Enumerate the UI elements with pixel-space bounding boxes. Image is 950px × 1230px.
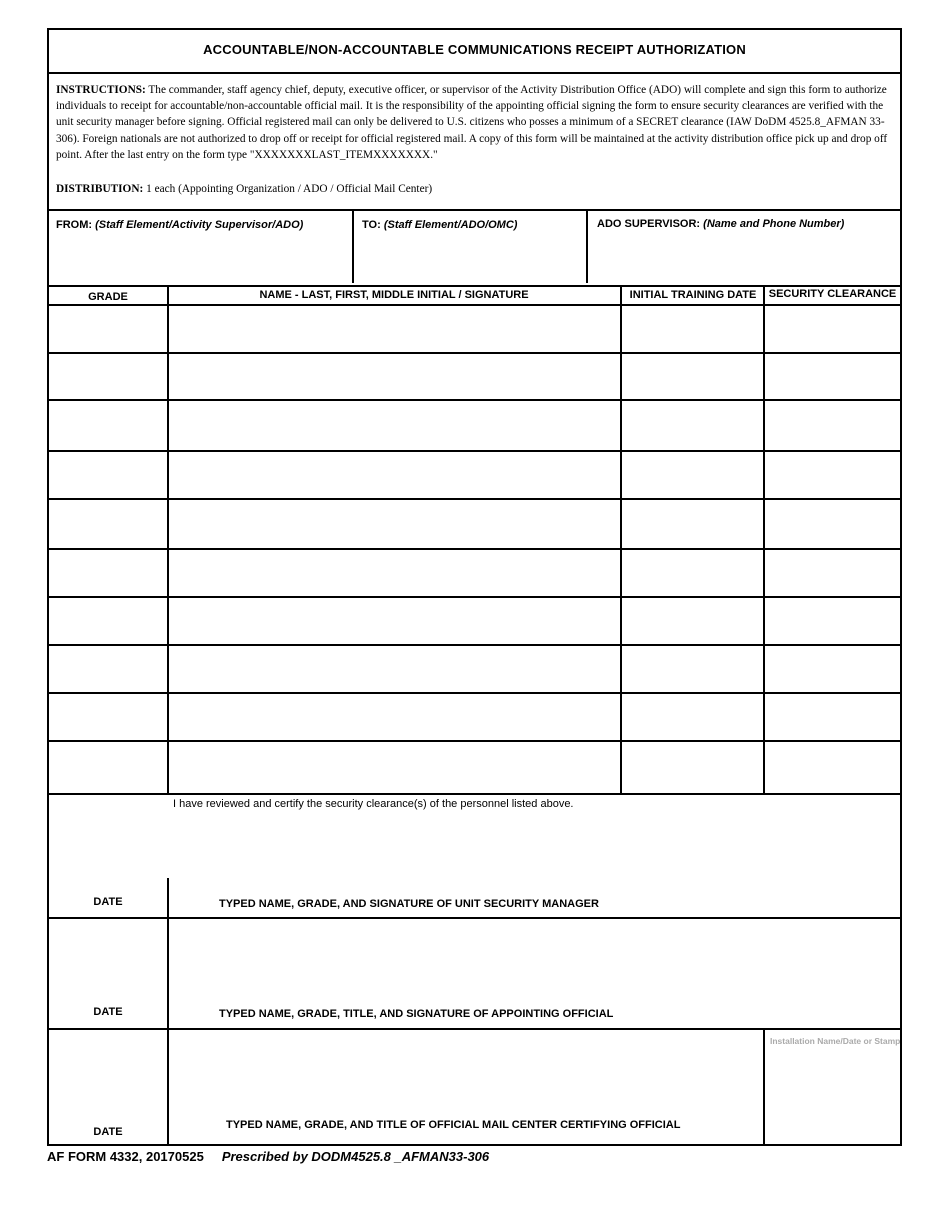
form-footer: [47, 1149, 489, 1164]
divider: [167, 1028, 169, 1144]
table-cell-name[interactable]: [171, 354, 618, 397]
mail-center-official-label: TYPED NAME, GRADE, AND TITLE OF OFFICIAL MAIL CENTER CERTIFYING OFFICIAL: [226, 1119, 681, 1131]
ado-supervisor-label: ADO SUPERVISOR:: [597, 218, 701, 230]
table-cell-name[interactable]: [171, 452, 618, 496]
table-cell-name[interactable]: [171, 742, 618, 791]
divider: [586, 209, 588, 283]
form-frame: [47, 28, 902, 1146]
prescribed-by: Prescribed by DODM4525.8 _AFMAN33-306: [221, 1149, 490, 1164]
table-cell-grade[interactable]: [51, 452, 165, 496]
table-cell-training-date[interactable]: [624, 452, 761, 496]
ado-supervisor-hint: (Name and Phone Number): [703, 218, 845, 230]
table-cell-name[interactable]: [171, 500, 618, 546]
table-cell-grade[interactable]: [51, 646, 165, 690]
security-manager-date-field[interactable]: [49, 796, 167, 916]
to-label: TO:: [362, 219, 381, 231]
table-cell-name[interactable]: [171, 646, 618, 690]
table-cell-clearance[interactable]: [767, 694, 898, 738]
distribution-text: 1 each (Appointing Organization / ADO / Official Mail Center): [143, 183, 433, 195]
table-cell-training-date[interactable]: [624, 500, 761, 546]
form-title: ACCOUNTABLE/NON-ACCOUNTABLE COMMUNICATIONS RECEIPT AUTHORIZATION: [203, 42, 746, 57]
security-manager-signature-label: TYPED NAME, GRADE, AND SIGNATURE OF UNIT SECURITY MANAGER: [219, 898, 599, 910]
table-cell-name[interactable]: [171, 401, 618, 448]
divider: [49, 209, 900, 211]
table-cell-name[interactable]: [171, 694, 618, 738]
table-cell-grade[interactable]: [51, 550, 165, 594]
table-cell-name[interactable]: [171, 550, 618, 594]
from-label: FROM:: [56, 219, 93, 231]
table-cell-training-date[interactable]: [624, 694, 761, 738]
divider: [49, 72, 900, 74]
divider: [49, 285, 900, 287]
date-label: DATE: [93, 1006, 123, 1018]
table-cell-training-date[interactable]: [624, 401, 761, 448]
table-cell-clearance[interactable]: [767, 306, 898, 350]
appointing-official-signature-field[interactable]: [170, 920, 898, 1004]
table-cell-grade[interactable]: [51, 742, 165, 791]
table-cell-grade[interactable]: [51, 598, 165, 642]
column-header-security-clearance: SECURITY CLEARANCE: [768, 288, 897, 300]
date-label: DATE: [93, 1126, 123, 1138]
table-cell-clearance[interactable]: [767, 598, 898, 642]
installation-stamp-field[interactable]: [766, 1048, 898, 1142]
table-cell-training-date[interactable]: [624, 550, 761, 594]
divider: [620, 285, 622, 793]
ado-supervisor-field[interactable]: [597, 218, 844, 230]
divider: [763, 1028, 765, 1144]
from-hint: (Staff Element/Activity Supervisor/ADO): [95, 219, 304, 231]
table-cell-training-date[interactable]: [624, 646, 761, 690]
certification-statement: I have reviewed and certify the security clearance(s) of the personnel listed above.: [173, 798, 574, 810]
table-cell-training-date[interactable]: [624, 598, 761, 642]
security-manager-signature-field[interactable]: [170, 816, 898, 894]
distribution-label: DISTRIBUTION:: [56, 183, 144, 195]
installation-stamp-label: Installation Name/Date or Stamp: [770, 1036, 901, 1046]
to-field[interactable]: [362, 219, 517, 231]
divider: [49, 917, 900, 919]
form-number: AF FORM 4332, 20170525: [47, 1149, 204, 1164]
instructions-text: The commander, staff agency chief, deputy, executive officer, or supervisor of the Activity Distribution Office (ADO) will complete and sign this form to authorize individuals to receipt for accountable/non-accountable official mail. It is the responsibility of the appointing official signing the form to ensure security clearances are verified with the unit security manager before signing. Official registered mail can only be delivered to U.S. citizens who posses a minimum of a SECRET clearance (IAW DoDM 4525.8_AFMAN 33-306). Foreign nationals are not authorized to drop off or receipt for official registered mail. A copy of this form will be maintained at the activity distribution office pick up and drop off point. After the last entry on the form type "XXXXXXXLAST_ITEMXXXXXXX.": [56, 84, 888, 161]
divider: [763, 285, 765, 793]
distribution-block: [56, 183, 894, 195]
divider: [352, 209, 354, 283]
column-header-name: NAME - LAST, FIRST, MIDDLE INITIAL / SIGNATURE: [259, 289, 529, 301]
table-cell-clearance[interactable]: [767, 646, 898, 690]
table-cell-grade[interactable]: [51, 354, 165, 397]
table-cell-training-date[interactable]: [624, 354, 761, 397]
from-field[interactable]: [56, 219, 303, 231]
instructions-label: INSTRUCTIONS:: [56, 84, 146, 96]
table-cell-clearance[interactable]: [767, 500, 898, 546]
column-header-grade: GRADE: [88, 291, 128, 303]
divider: [167, 917, 169, 1028]
table-cell-clearance[interactable]: [767, 401, 898, 448]
table-cell-grade[interactable]: [51, 401, 165, 448]
table-cell-grade[interactable]: [51, 694, 165, 738]
table-cell-clearance[interactable]: [767, 354, 898, 397]
divider: [167, 285, 169, 793]
table-cell-clearance[interactable]: [767, 550, 898, 594]
table-cell-training-date[interactable]: [624, 742, 761, 791]
divider: [49, 793, 900, 795]
appointing-official-date-field[interactable]: [49, 920, 167, 1026]
table-cell-grade[interactable]: [51, 500, 165, 546]
table-cell-clearance[interactable]: [767, 452, 898, 496]
instructions-block: [56, 82, 894, 163]
table-cell-grade[interactable]: [51, 306, 165, 350]
table-cell-clearance[interactable]: [767, 742, 898, 791]
appointing-official-signature-label: TYPED NAME, GRADE, TITLE, AND SIGNATURE OF APPOINTING OFFICIAL: [219, 1008, 614, 1020]
date-label: DATE: [93, 896, 123, 908]
table-cell-name[interactable]: [171, 598, 618, 642]
table-cell-name[interactable]: [171, 306, 618, 350]
table-cell-training-date[interactable]: [624, 306, 761, 350]
mail-center-official-field[interactable]: [170, 1031, 762, 1117]
to-hint: (Staff Element/ADO/OMC): [383, 219, 518, 231]
column-header-training-date: INITIAL TRAINING DATE: [629, 289, 757, 301]
divider: [49, 1028, 900, 1030]
divider: [167, 878, 169, 918]
mail-center-date-field[interactable]: [49, 1031, 167, 1123]
